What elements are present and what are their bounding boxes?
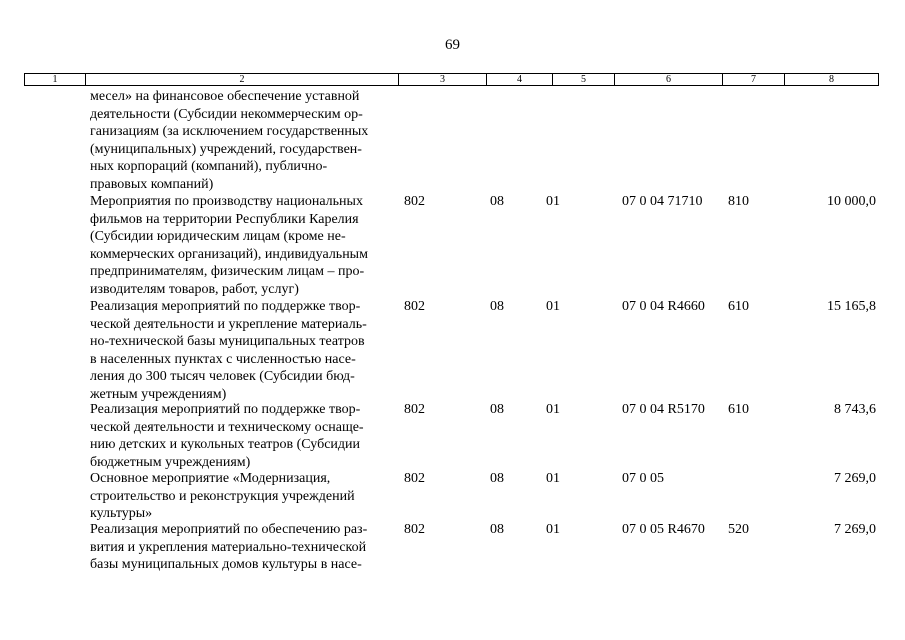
subsection-code: 01 — [546, 471, 560, 486]
ministry-code: 802 — [404, 522, 425, 537]
amount: 7 269,0 — [834, 522, 876, 537]
section-code: 08 — [490, 522, 504, 537]
expense-type-code: 810 — [728, 194, 749, 209]
expense-type-code: 610 — [728, 402, 749, 417]
column-number-4: 4 — [487, 74, 553, 85]
amount: 8 743,6 — [834, 402, 876, 417]
ministry-code: 802 — [404, 471, 425, 486]
row-description: Реализация мероприятий по поддержке твор- ческой деятельности и укрепление материаль- но-технической базы муниципальных театров в населенных пунктах с численностью насе- ления до 300 тысяч человек (Субсидии бюд- жетным учреждениям) — [90, 299, 367, 402]
row-description: Реализация мероприятий по обеспечению раз- вития и укрепления материально-технической базы муниципальных домов культуры в насе- — [90, 522, 368, 573]
subsection-code: 01 — [546, 194, 560, 209]
subsection-code: 01 — [546, 522, 560, 537]
expense-type-code: 610 — [728, 299, 749, 314]
expense-type-code: 520 — [728, 522, 749, 537]
column-number-2: 2 — [86, 74, 399, 85]
column-number-6: 6 — [615, 74, 723, 85]
target-item-code: 07 0 05 R4670 — [622, 522, 705, 537]
amount: 15 165,8 — [827, 299, 876, 314]
target-item-code: 07 0 04 71710 — [622, 194, 703, 209]
ministry-code: 802 — [404, 194, 425, 209]
column-number-3: 3 — [399, 74, 487, 85]
subsection-code: 01 — [546, 402, 560, 417]
column-number-header — [24, 73, 879, 86]
amount: 10 000,0 — [827, 194, 876, 209]
section-code: 08 — [490, 194, 504, 209]
amount: 7 269,0 — [834, 471, 876, 486]
ministry-code: 802 — [404, 402, 425, 417]
column-number-5: 5 — [553, 74, 615, 85]
column-number-8: 8 — [829, 74, 834, 85]
row-description: Мероприятия по производству национальных фильмов на территории Республики Карелия (Субсидии юридическим лицам (кроме не- коммерческих организаций), индивидуальным предпринимателям, физическим лицам – про- изводителям товаров, работ, услуг) — [90, 194, 368, 297]
column-number-1: 1 — [25, 74, 86, 85]
row-description: месел» на финансовое обеспечение уставной деятельности (Субсидии некоммерческим ор- ганизациям (за исключением государственных (муниципальных) учреждений, государствен- ных корпораций (компаний), публично- правовых компаний) — [90, 89, 369, 192]
column-number-7: 7 — [723, 74, 785, 85]
row-description: Основное мероприятие «Модернизация, строительство и реконструкция учреждений культуры» — [90, 471, 355, 522]
section-code: 08 — [490, 471, 504, 486]
section-code: 08 — [490, 402, 504, 417]
page-number: 69 — [445, 37, 460, 53]
target-item-code: 07 0 04 R4660 — [622, 299, 705, 314]
target-item-code: 07 0 05 — [622, 471, 664, 486]
section-code: 08 — [490, 299, 504, 314]
row-description: Реализация мероприятий по поддержке твор- ческой деятельности и техническому оснаще- нию детских и кукольных театров (Субсидии бюджетным учреждениям) — [90, 402, 364, 470]
subsection-code: 01 — [546, 299, 560, 314]
target-item-code: 07 0 04 R5170 — [622, 402, 705, 417]
ministry-code: 802 — [404, 299, 425, 314]
